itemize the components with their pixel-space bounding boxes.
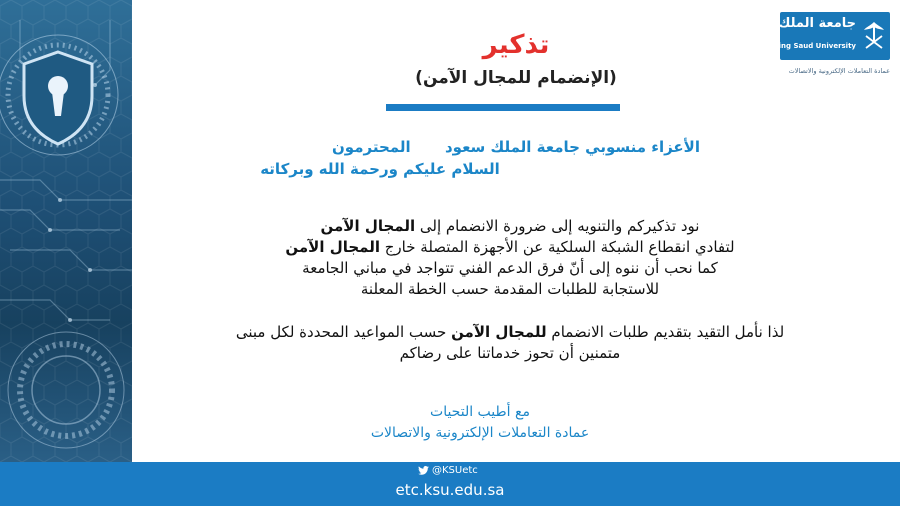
paragraph-line: نود تذكيركم والتنويه إلى ضرورة الانضمام إلى المجال الآمن: [320, 217, 700, 235]
page-title: تذكير: [482, 30, 550, 60]
signoff-regards: مع أطيب التحيات: [430, 404, 530, 420]
greeting-salutation: السلام عليكم ورحمة الله وبركاته: [260, 160, 500, 178]
security-graphic-panel: [0, 0, 132, 462]
emphasis-secure-domain: المجال الآمن: [320, 217, 416, 235]
logo-english-name: King Saud University: [773, 42, 856, 50]
paragraph-line: للاستجابة للطلبات المقدمة حسب الخطة المعلنة: [360, 280, 660, 298]
page-subtitle: (الإنضمام للمجال الآمن): [415, 68, 617, 88]
paragraph-line: متمنين أن تحوز خدماتنا على رضاكم: [399, 344, 621, 362]
emphasis-secure-domain: للمجال الآمن: [451, 323, 547, 341]
signoff-deanship: عمادة التعاملات الإلكترونية والاتصالات: [370, 425, 590, 441]
paragraph-line: لتفادي انقطاع الشبكة السلكية عن الأجهزة المتصلة خارج المجال الآمن: [285, 238, 735, 256]
twitter-handle[interactable]: @KSUetc: [418, 465, 478, 476]
greeting-addressee: الأعزاء منسوبي جامعة الملك سعود: [444, 138, 700, 156]
emphasis-secure-domain: المجال الآمن: [285, 238, 380, 256]
paragraph-line: لذا نأمل التقيد بتقديم طلبات الانضمام للمجال الآمن حسب المواعيد المحددة لكل مبنى: [235, 323, 785, 341]
logo-arabic-name: جامعة الملك سعود: [739, 16, 856, 31]
logo-deanship-name: عمادة التعاملات الإلكترونية والاتصالات: [788, 67, 890, 75]
body-paragraph-2: [200, 322, 820, 364]
greeting-honorific: المحترمون: [332, 138, 411, 156]
website-link[interactable]: etc.ksu.edu.sa: [395, 481, 505, 499]
paragraph-line: كما نحب أن ننوه إلى أنّ فرق الدعم الفني تتواجد في مباني الجامعة: [302, 259, 718, 277]
footer-bar: [0, 462, 900, 506]
circuit-decoration: [0, 0, 132, 462]
twitter-icon: [418, 466, 429, 475]
title-divider: [386, 104, 620, 111]
body-paragraph-1: [250, 216, 770, 300]
